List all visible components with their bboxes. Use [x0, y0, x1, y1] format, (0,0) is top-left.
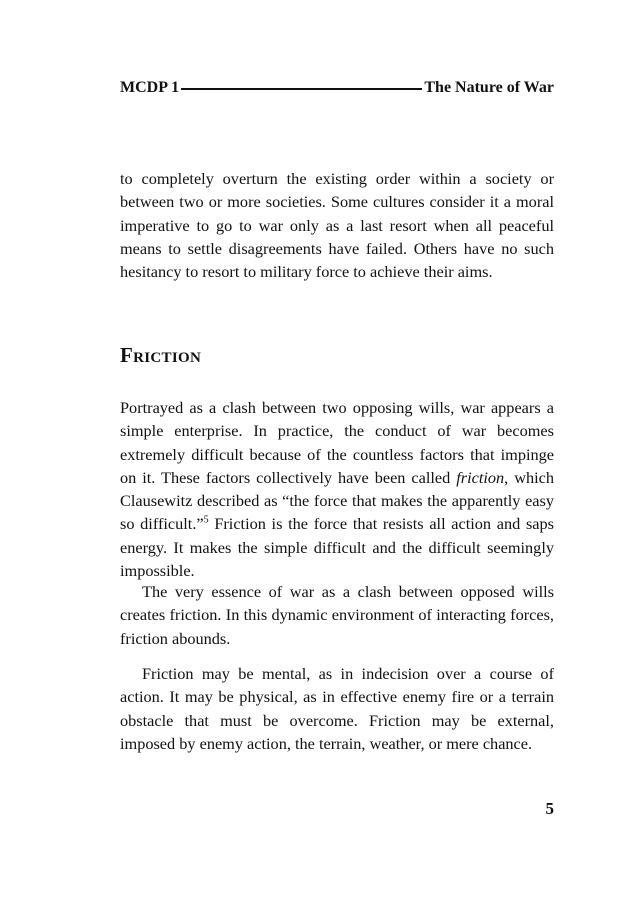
intro-paragraph: to completely overturn the existing order within a society or between two or more societies. Some cultures consider it a moral imperative to go to war only as a last resort when all peaceful means to settle disagreements have failed. Others have no such hesitancy to resort to military force to achieve their aims. [120, 169, 554, 282]
friction-paragraph-1 [120, 396, 554, 582]
term-friction: friction [456, 467, 505, 487]
header-rule [181, 88, 422, 90]
running-header [120, 77, 554, 99]
section-heading: Friction [120, 343, 202, 367]
paragraph-1-text-c: Friction is the force that resists all action and saps energy. It makes the simple difficult and the difficult seemingly impossible. [120, 514, 554, 581]
paragraph-1-text-b: , which Clausewitz described as “the force that makes the apparently easy so difficult.” [120, 467, 554, 534]
footnote-marker: 5 [203, 515, 209, 527]
friction-paragraph-2: The very essence of war as a clash between opposed wills creates friction. In this dynamic environment of interacting forces, friction abounds. [120, 582, 554, 648]
friction-paragraph-3: Friction may be mental, as in indecision over a course of action. It may be physical, as in effective enemy fire or a terrain obstacle that must be overcome. Friction may be external, imposed by enemy action, the terrain, weather, or mere chance. [120, 664, 554, 753]
paragraph-1-text-a: Portrayed as a clash between two opposing wills, war appears a simple enterprise. In practice, the conduct of war becomes extremely difficult because of the countless factors that impinge on it. These factors collectively have been called [120, 398, 554, 487]
header-publication: MCDP 1 [120, 79, 180, 96]
header-chapter-title: The Nature of War [424, 79, 554, 96]
page-number: 5 [545, 799, 554, 818]
